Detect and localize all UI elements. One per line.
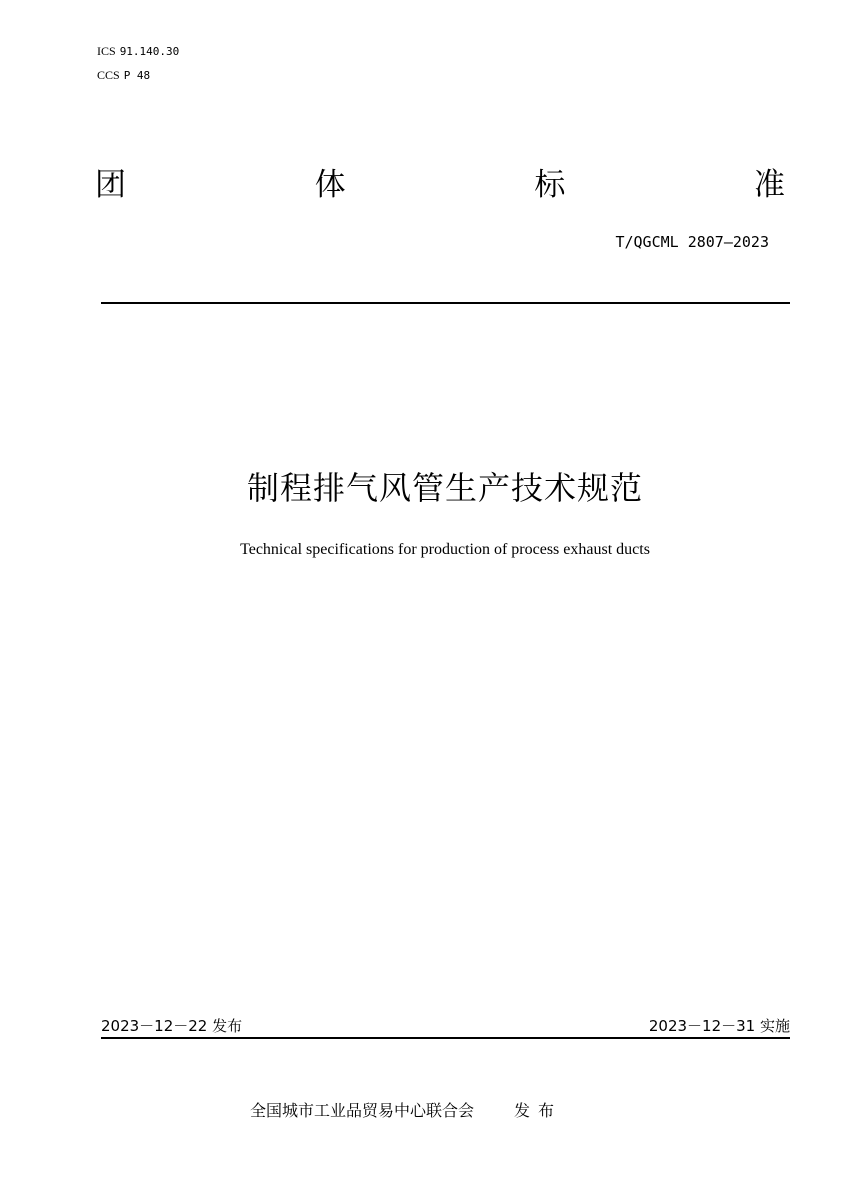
ics-classification <box>97 43 179 60</box>
publisher-action: 发布 <box>514 1101 563 1120</box>
implement-date: 2023－12－31 实施 <box>648 1017 790 1035</box>
standard-type-char: 团 <box>95 167 126 203</box>
publish-date: 2023－12－22 发布 <box>101 1017 243 1035</box>
document-title-english: Technical specifications for production of process exhaust ducts <box>240 541 650 558</box>
standard-type-char: 准 <box>753 167 785 203</box>
publisher-line <box>250 1100 562 1122</box>
ccs-code: P 48 <box>123 69 151 82</box>
standard-type-char: 标 <box>534 167 566 203</box>
document-title-chinese: 制程排气风管生产技术规范 <box>246 469 643 507</box>
publisher-name: 全国城市工业品贸易中心联合会 <box>250 1101 475 1120</box>
standard-type-heading <box>95 166 785 204</box>
top-divider <box>101 302 790 304</box>
bottom-divider <box>101 1037 790 1039</box>
standard-number: T/QGCML 2807—2023 <box>615 233 769 251</box>
standard-type-char: 体 <box>314 167 346 203</box>
ics-code: 91.140.30 <box>119 45 180 58</box>
ccs-classification <box>97 67 150 84</box>
ics-label: ICS <box>97 44 116 58</box>
ccs-label: CCS <box>97 68 120 82</box>
